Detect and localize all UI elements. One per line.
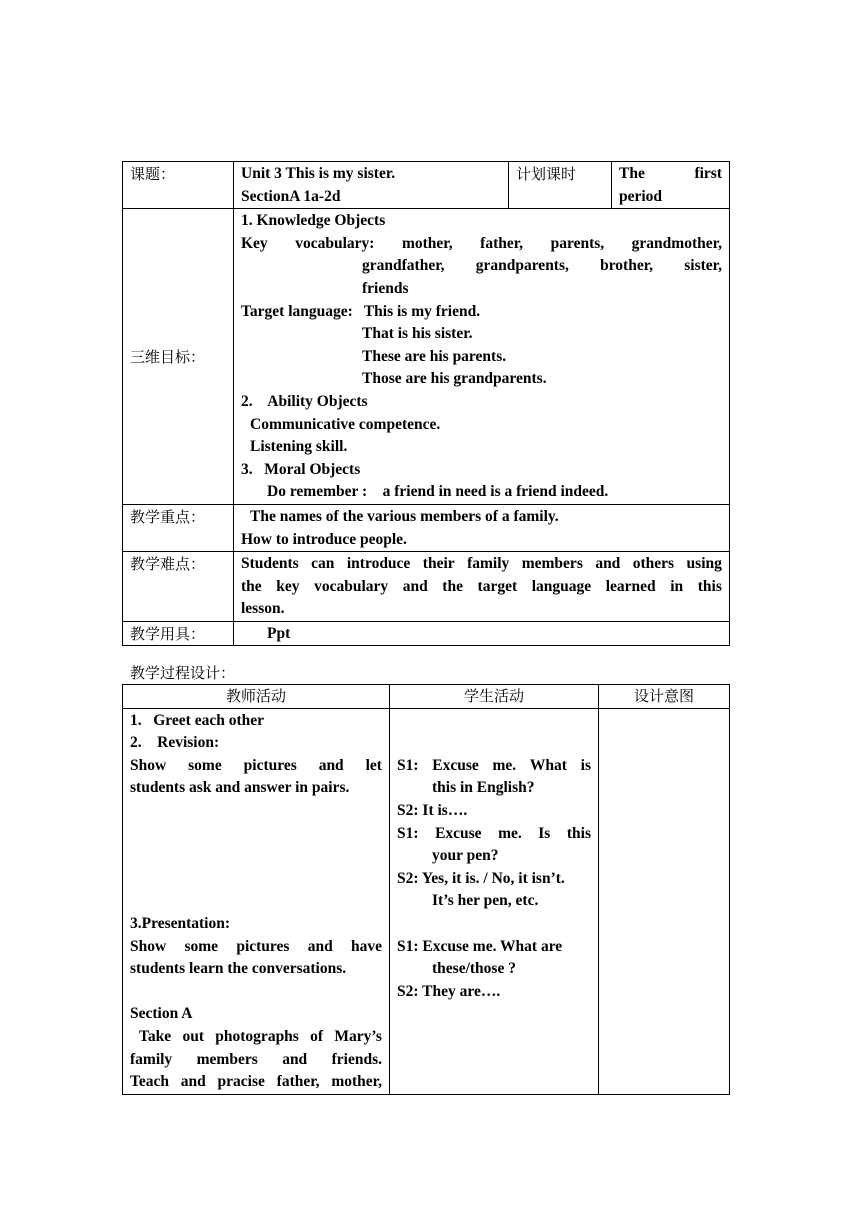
header-design: [599, 685, 730, 709]
target-language-label: Target language:: [241, 302, 353, 320]
word: Mary’s: [334, 1027, 382, 1045]
word: family: [130, 1050, 173, 1068]
word: vocabulary: [314, 577, 389, 595]
vocab-line-3: friends: [362, 279, 409, 297]
student-line: your pen?: [432, 847, 499, 865]
word: pictures: [236, 937, 290, 955]
target-language-line: [241, 301, 722, 324]
word: Students: [241, 555, 299, 573]
tools-label: 教学用具：: [130, 624, 206, 643]
student-line: [397, 755, 591, 778]
process-header-row: [123, 685, 730, 709]
word: pictures: [243, 756, 297, 774]
word: What: [529, 756, 567, 774]
teacher-line: 2. Revision:: [130, 734, 220, 752]
lesson-title: Unit 3 This is my sister.: [241, 165, 396, 182]
knowledge-heading: 1. Knowledge Objects: [241, 212, 386, 230]
vocab-word: brother,: [600, 257, 654, 275]
target-sentence: These are his parents.: [362, 347, 507, 365]
lesson-plan-table: [122, 161, 730, 646]
word: introduce: [346, 555, 411, 573]
word: me.: [498, 824, 522, 842]
word: key: [276, 577, 300, 595]
moral-heading: 3. Moral Objects: [241, 460, 361, 478]
tools-label-cell: [123, 621, 234, 646]
word: have: [351, 937, 382, 955]
difficulties-content-cell: [234, 552, 730, 622]
student-line: these/those ?: [432, 960, 516, 978]
header-label: 学生活动: [463, 687, 524, 705]
moral-line: Do remember : a friend in need is a friend indeed.: [267, 483, 609, 501]
student-line: [397, 823, 591, 846]
word: Is: [538, 824, 551, 842]
word: and: [180, 1073, 206, 1091]
objectives-row: [123, 209, 730, 505]
word: is: [580, 756, 591, 774]
word: let: [365, 756, 382, 774]
teacher-line: [130, 936, 382, 959]
teacher-line: [130, 755, 382, 778]
spacer: [130, 981, 382, 1004]
vocab-word: grandparents,: [475, 257, 569, 275]
ability-item: Listening skill.: [250, 438, 348, 456]
word: and: [282, 1050, 308, 1068]
key-points-label: 教学重点：: [130, 507, 206, 526]
teacher-line: [130, 1026, 382, 1049]
difficulty-line-1: [241, 553, 722, 576]
objectives-label: 三维目标：: [130, 347, 206, 366]
word: father,: [276, 1073, 320, 1091]
vocab-word: vocabulary:: [295, 234, 375, 252]
student-line: S1: Excuse me. What are: [397, 937, 563, 955]
word: pracise: [217, 1073, 265, 1091]
period-value-cell: [612, 162, 730, 209]
word: some: [188, 756, 222, 774]
word: their: [422, 555, 455, 573]
key-points-label-cell: [123, 504, 234, 551]
teacher-line: [130, 1071, 382, 1094]
word: members: [521, 555, 583, 573]
teaching-process-table: [122, 684, 730, 1095]
word: Take: [139, 1027, 172, 1045]
vocab-word: Key: [241, 234, 268, 252]
word: S1:: [397, 824, 419, 842]
teacher-line: [130, 1049, 382, 1072]
difficulties-label-cell: [123, 552, 234, 622]
student-line: S2: They are….: [397, 982, 501, 1000]
vocab-word: father,: [480, 234, 524, 252]
period-value-line1: [619, 163, 722, 186]
word: and: [402, 577, 428, 595]
word: and: [595, 555, 621, 573]
word: photographs: [215, 1027, 299, 1045]
design-intent-cell: [599, 708, 730, 1094]
word: in: [670, 577, 684, 595]
process-body-row: [123, 708, 730, 1094]
lesson-label-cell: [123, 162, 234, 209]
student-line: It’s her pen, etc.: [432, 892, 539, 910]
student-activity-cell: [390, 708, 599, 1094]
period-value-line2: period: [619, 187, 663, 205]
student-line: S2: Yes, it is. / No, it isn’t.: [397, 869, 565, 887]
period-word: first: [694, 165, 722, 182]
vocab-word: grandfather,: [362, 257, 445, 275]
ability-item: Communicative competence.: [250, 415, 441, 433]
word: learned: [605, 577, 656, 595]
tools-value: Ppt: [267, 624, 291, 642]
word: out: [182, 1027, 204, 1045]
vocab-word: parents,: [550, 234, 605, 252]
vocab-line-2: [241, 255, 722, 278]
objectives-label-cell: [123, 209, 234, 505]
key-points-content-cell: [234, 504, 730, 551]
word: S1:: [397, 756, 419, 774]
word: family: [467, 555, 510, 573]
word: Excuse: [432, 756, 479, 774]
lesson-label: 课题：: [130, 165, 176, 183]
objectives-content-cell: [234, 209, 730, 505]
word: Excuse: [435, 824, 482, 842]
period-label: 计划课时: [516, 165, 577, 183]
key-point-line: How to introduce people.: [241, 530, 407, 548]
word: mother,: [331, 1073, 382, 1091]
process-caption: 教学过程设计：: [130, 664, 236, 682]
word: the: [442, 577, 463, 595]
difficulty-line-3: lesson.: [241, 600, 285, 618]
word: target: [477, 577, 518, 595]
target-sentence: This is my friend.: [363, 302, 481, 320]
key-points-row: [123, 504, 730, 551]
lesson-title-cell: [234, 162, 509, 209]
word: and: [307, 937, 333, 955]
word: Teach: [130, 1073, 170, 1091]
word: some: [184, 937, 219, 955]
lesson-section: SectionA 1a-2d: [241, 187, 341, 205]
word: me.: [492, 756, 517, 774]
header-label: 设计意图: [633, 687, 694, 705]
word: this: [566, 824, 591, 842]
period-word: The: [619, 165, 645, 182]
word: language: [531, 577, 592, 595]
header-teacher: [123, 685, 390, 709]
word: Show: [130, 756, 167, 774]
student-line: this in English?: [432, 779, 535, 797]
word: others: [632, 555, 675, 573]
lesson-title-row: [123, 162, 730, 209]
header-student: [390, 685, 599, 709]
spacer: [397, 710, 591, 755]
teacher-line: 1. Greet each other: [130, 711, 264, 729]
vocab-word: grandmother,: [631, 234, 722, 252]
student-line: S2: It is….: [397, 801, 468, 819]
difficulties-label: 教学难点：: [130, 555, 206, 574]
teacher-line: 3.Presentation:: [130, 914, 231, 932]
word: this: [697, 577, 722, 595]
teacher-line: students learn the conversations.: [130, 960, 347, 978]
spacer: [130, 800, 382, 913]
word: Show: [130, 937, 167, 955]
vocab-word: mother,: [401, 234, 453, 252]
key-point-line: The names of the various members of a family.: [250, 507, 559, 525]
word: members: [196, 1050, 258, 1068]
word: can: [311, 555, 335, 573]
header-label: 教师活动: [225, 687, 286, 705]
difficulties-row: [123, 552, 730, 622]
period-label-cell: [509, 162, 612, 209]
word: using: [686, 555, 722, 573]
teacher-line: students ask and answer in pairs.: [130, 779, 350, 797]
target-sentence: Those are his grandparents.: [362, 370, 547, 388]
tools-row: [123, 621, 730, 646]
teacher-activity-cell: [123, 708, 390, 1094]
word: the: [241, 577, 262, 595]
spacer: [397, 913, 591, 936]
teacher-line: Section A: [130, 1005, 193, 1023]
ability-heading: 2. Ability Objects: [241, 392, 368, 410]
word: and: [318, 756, 344, 774]
word: friends.: [331, 1050, 382, 1068]
tools-content-cell: [234, 621, 730, 646]
target-sentence: That is his sister.: [362, 325, 473, 343]
vocab-line-1: [241, 233, 722, 256]
difficulty-line-2: [241, 576, 722, 599]
word: of: [310, 1027, 324, 1045]
vocab-word: sister,: [684, 257, 722, 275]
